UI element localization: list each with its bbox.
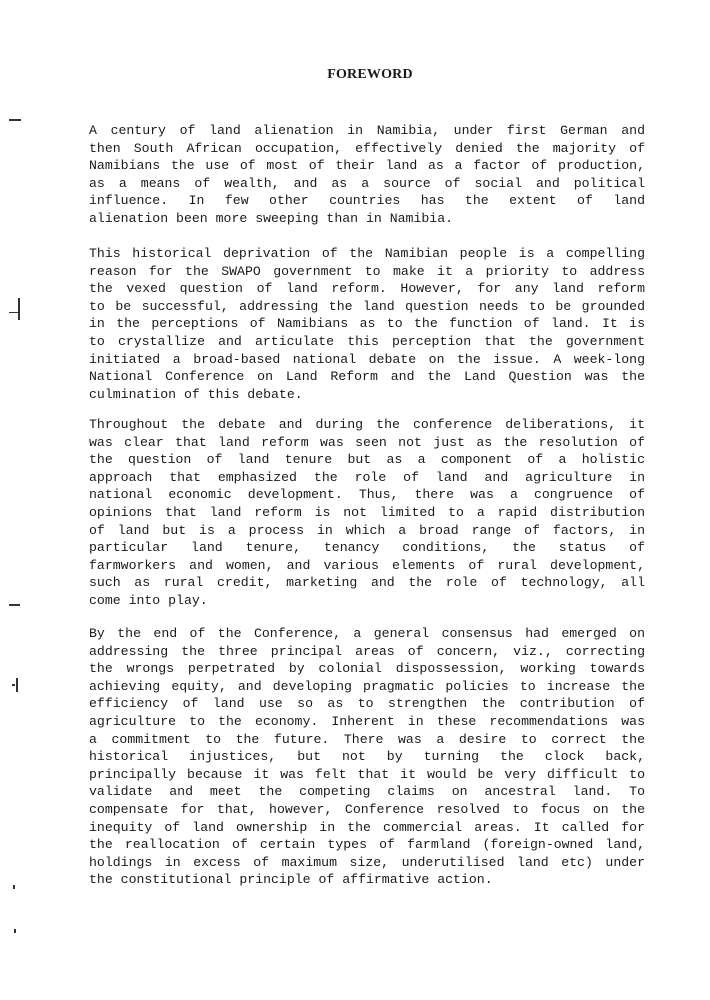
scan-margin-mark <box>9 119 21 121</box>
text-line: initiated a broad-based national debate on the issue. A week-long <box>89 351 645 367</box>
scan-margin-mark <box>14 929 16 933</box>
text-line: opinions that land reform is not limited to a rapid distribution <box>89 504 645 520</box>
scan-margin-mark <box>18 298 20 320</box>
text-line: Namibians the use of most of their land as a factor of production, <box>89 158 645 174</box>
paragraph-4 <box>89 625 645 889</box>
text-line: then South African occupation, effectively denied the majority of <box>89 140 645 156</box>
scan-margin-mark <box>9 312 19 313</box>
scan-margin-mark <box>9 604 20 606</box>
text-line: validate and meet the competing claims on ancestral land. To <box>89 784 645 800</box>
paragraph-2 <box>89 245 645 403</box>
text-line: come into play. <box>89 592 208 608</box>
text-line: the vexed question of land reform. However, for any land reform <box>89 281 645 297</box>
text-line: the reallocation of certain types of farmland (foreign-owned land, <box>89 837 645 853</box>
text-line: Throughout the debate and during the conference deliberations, it <box>89 417 645 432</box>
text-line: culmination of this debate. <box>89 386 303 402</box>
text-line: addressing the three principal areas of concern, viz., correcting <box>89 643 645 659</box>
text-line: such as rural credit, marketing and the role of technology, all <box>89 575 645 591</box>
text-line: to be successful, addressing the land question needs to be grounded <box>89 298 645 314</box>
page-title: FOREWORD <box>327 67 413 82</box>
paragraph-1 <box>89 122 645 228</box>
text-line: By the end of the Conference, a general consensus had emerged on <box>89 626 645 641</box>
text-line: reason for the SWAPO government to make it a priority to address <box>89 263 645 279</box>
text-line: was clear that land reform was seen not just as the resolution of <box>89 434 645 450</box>
text-line: farmworkers and women, and various elements of rural development, <box>89 557 645 573</box>
text-line: influence. In few other countries has the extent of land <box>89 193 645 209</box>
text-line: historical injustices, but not by turning the clock back, <box>89 749 645 765</box>
text-line: approach that emphasized the role of land and agriculture in <box>89 469 645 485</box>
text-line: in the perceptions of Namibians as to the function of land. It is <box>89 316 645 332</box>
text-line: alienation been more sweeping than in Namibia. <box>89 210 454 226</box>
text-line: particular land tenure, tenancy conditions, the status of <box>89 540 645 556</box>
text-line: inequity of land ownership in the commercial areas. It called for <box>89 819 645 835</box>
scan-margin-mark <box>12 684 15 686</box>
text-line: compensate for that, however, Conference resolved to focus on the <box>89 801 645 817</box>
paragraph-3 <box>89 416 645 610</box>
scan-margin-mark <box>16 678 18 692</box>
text-line: agriculture to the economy. Inherent in these recommendations was <box>89 713 645 729</box>
text-line: achieving equity, and developing pragmatic policies to increase the <box>89 678 645 694</box>
text-line: the wrongs perpetrated by colonial dispossession, working towards <box>89 661 645 677</box>
text-line: efficiency of land use so as to strengthen the contribution of <box>89 696 645 712</box>
text-line: national economic development. Thus, there was a congruence of <box>89 487 645 503</box>
text-line: National Conference on Land Reform and the Land Question was the <box>89 369 645 385</box>
text-line: holdings in excess of maximum size, underutilised land etc) under <box>89 854 645 870</box>
text-line: to crystallize and articulate this perception that the government <box>89 333 645 349</box>
text-line: the constitutional principle of affirmative action. <box>89 872 493 888</box>
text-line: This historical deprivation of the Namibian people is a compelling <box>89 246 645 261</box>
text-line: A century of land alienation in Namibia, under first German and <box>89 123 645 138</box>
text-line: principally because it was felt that it would be very difficult to <box>89 766 645 782</box>
text-line: as a means of wealth, and as a source of social and political <box>89 175 645 191</box>
text-line: the question of land tenure but as a component of a holistic <box>89 452 645 468</box>
text-line: a commitment to the future. There was a desire to correct the <box>89 731 645 747</box>
text-line: of land but is a process in which a broad range of factors, in <box>89 522 645 538</box>
scan-margin-mark <box>13 885 15 889</box>
